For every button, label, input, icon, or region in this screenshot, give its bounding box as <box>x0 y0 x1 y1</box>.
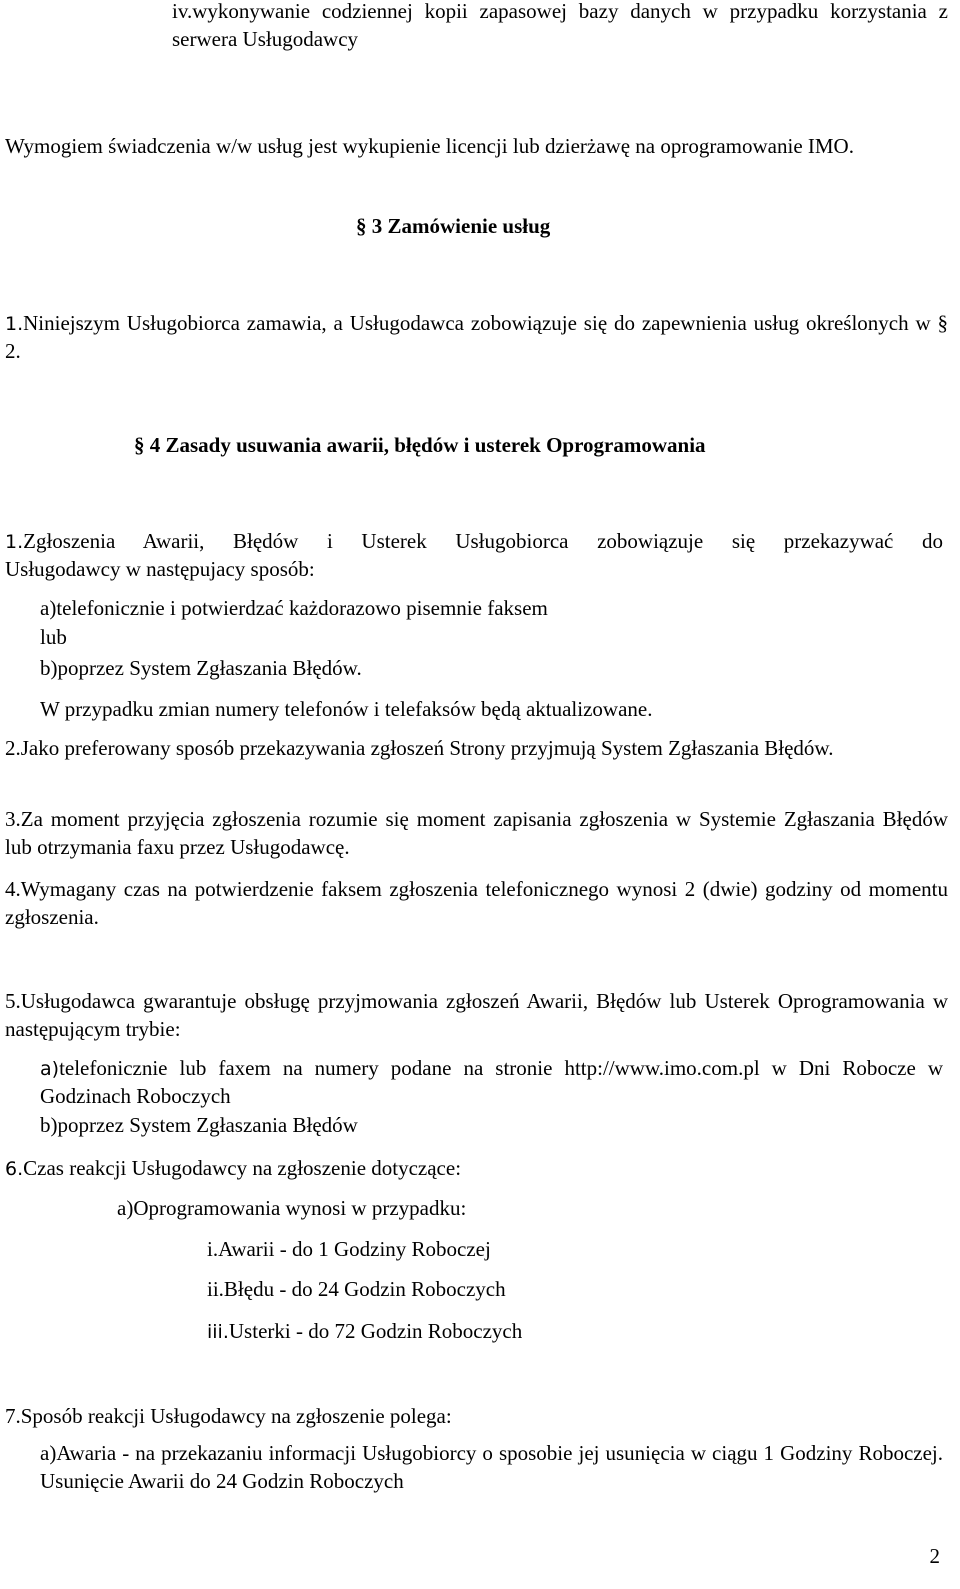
paragraph-4-1-note: W przypadku zmian numery telefonów i telefaksów będą aktualizowane. <box>40 697 653 721</box>
paragraph-4-6 <box>5 1155 461 1183</box>
list-item-4-6-iii <box>207 1318 522 1346</box>
paragraph-4-7: 7.Sposób reakcji Usługodawcy na zgłoszenie polega: <box>5 1404 452 1428</box>
item-text: telefonicznie lub faxem na numery podane na stronie http://www.imo.com.pl w Dni Robocze w Godzinach Roboczych <box>40 1056 943 1108</box>
list-item-4-5-a <box>40 1055 943 1110</box>
list-item-4-1-b: b)poprzez System Zgłaszania Błędów. <box>40 656 362 680</box>
paragraph-4-3: 3.Za moment przyjęcia zgłoszenia rozumie się moment zapisania zgłoszenia w Systemie Zgłaszania Błędów lub otrzymania faxu przez Usługodawcę. <box>5 807 948 859</box>
section-4-heading: § 4 Zasady usuwania awarii, błędów i usterek Oprogramowania <box>134 433 706 457</box>
list-item-4-7-a: a)Awaria - na przekazaniu informacji Usługobiorcy o sposobie jej usunięcia w ciągu 1 Godziny Roboczej. Usunięcie Awarii do 24 Godzin Roboczych <box>40 1441 943 1493</box>
item-text: Niniejszym Usługobiorca zamawia, a Usługodawca zobowiązuje się do zapewnienia usług określonych w § 2. <box>5 311 948 363</box>
paragraph-4-2: 2.Jako preferowany sposób przekazywania zgłoszeń Strony przyjmują System Zgłaszania Błędów. <box>5 736 834 760</box>
list-item-4-6-a: a)Oprogramowania wynosi w przypadku: <box>117 1196 467 1220</box>
item-number: 1. <box>5 531 24 553</box>
list-item-4-5-b: b)poprzez System Zgłaszania Błędów <box>40 1113 358 1137</box>
item-label: iii. <box>207 1321 229 1343</box>
item-number: 6. <box>5 1158 24 1180</box>
paragraph-requirement: Wymogiem świadczenia w/w usług jest wykupienie licencji lub dzierżawę na oprogramowanie IMO. <box>5 134 854 158</box>
item-text: Czas reakcji Usługodawcy na zgłoszenie dotyczące: <box>23 1156 462 1180</box>
list-item-4-1-a: a)telefonicznie i potwierdzać każdorazowo pisemnie faksem <box>40 596 548 620</box>
item-text: Usterki - do 72 Godzin Roboczych <box>228 1319 523 1343</box>
page-number: 2 <box>929 1544 940 1568</box>
paragraph-4-4: 4.Wymagany czas na potwierdzenie faksem zgłoszenia telefonicznego wynosi 2 (dwie) godziny od momentu zgłoszenia. <box>5 877 948 929</box>
section-3-heading: § 3 Zamówienie usług <box>356 214 551 238</box>
item-label: a) <box>40 1058 60 1080</box>
item-number: 1. <box>5 313 24 335</box>
paragraph-4-1-line2: Usługodawcy w następujacy sposób: <box>5 557 315 581</box>
list-item-4-1-lub: lub <box>40 625 67 649</box>
list-item-4-6-ii: ii.Błędu - do 24 Godzin Roboczych <box>207 1277 506 1301</box>
paragraph-iv: iv.wykonywanie codziennej kopii zapasowej bazy danych w przypadku korzystania z serwera Usługodawcy <box>172 0 948 51</box>
paragraph-4-1-line1 <box>5 528 943 556</box>
list-item-4-6-i: i.Awarii - do 1 Godziny Roboczej <box>207 1237 491 1261</box>
paragraph-4-5: 5.Usługodawca gwarantuje obsługę przyjmowania zgłoszeń Awarii, Błędów lub Usterek Oprogramowania w następującym trybie: <box>5 989 948 1041</box>
paragraph-3-1 <box>5 310 948 365</box>
item-text: Zgłoszenia Awarii, Błędów i Usterek Usługobiorca zobowiązuje się przekazywać do <box>23 529 943 553</box>
